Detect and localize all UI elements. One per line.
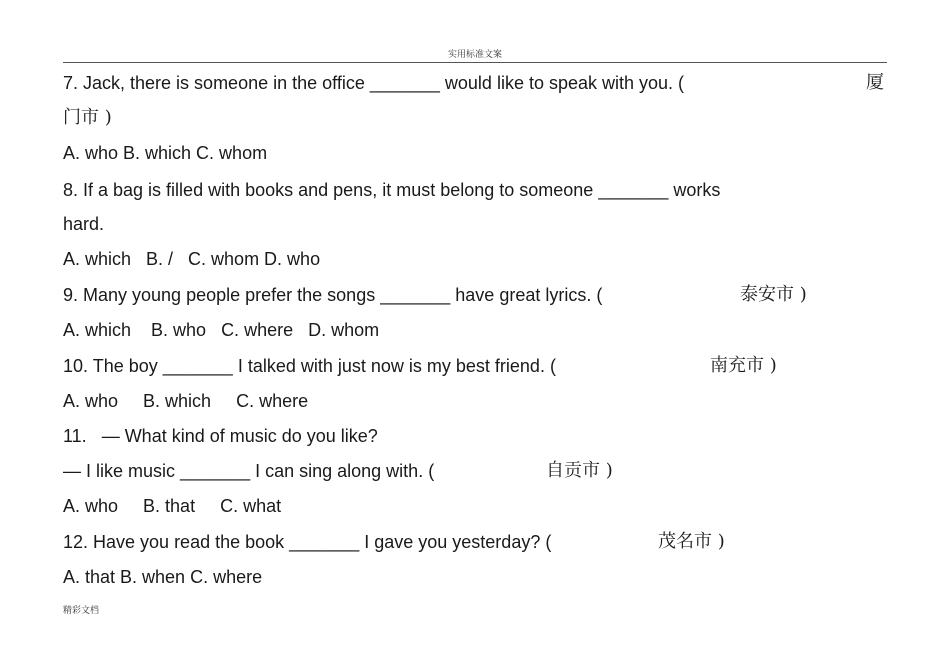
question-8-options: A. which B. / C. whom D. who: [63, 249, 321, 269]
question-11-options: A. who B. that C. what: [63, 496, 282, 516]
question-11-city: 自贡市 ): [546, 460, 613, 481]
question-8-text-continued: hard.: [63, 214, 105, 234]
question-10-options: A. who B. which C. where: [63, 391, 309, 411]
question-12-options: A. that B. when C. where: [63, 567, 263, 587]
question-11-text: 11. — What kind of music do you like?: [63, 426, 378, 446]
header-divider: [63, 62, 887, 63]
page-footer: 精彩文档: [63, 606, 100, 616]
question-7-city-start: 厦: [866, 72, 884, 93]
question-12-city: 茂名市 ): [658, 531, 725, 552]
page-header: 实用标准文案: [447, 50, 502, 60]
question-12-text: 12. Have you read the book _______ I gave you yesterday? (: [63, 532, 552, 552]
question-7-text: 7. Jack, there is someone in the office _______ would like to speak with you. (: [63, 73, 685, 93]
question-9-options: A. which B. who C. where D. whom: [63, 320, 380, 340]
question-9-city: 泰安市 ): [740, 284, 807, 305]
question-11-text-continued: — I like music _______ I can sing along with. (: [63, 461, 435, 481]
question-7-city-rest: 门市 ): [63, 107, 112, 128]
question-8-text: 8. If a bag is filled with books and pens, it must belong to someone _______ works: [63, 180, 721, 200]
question-10-city: 南充市 ): [710, 355, 777, 376]
question-9-text: 9. Many young people prefer the songs _______ have great lyrics. (: [63, 285, 603, 305]
question-10-text: 10. The boy _______ I talked with just now is my best friend. (: [63, 356, 556, 376]
question-7-options: A. who B. which C. whom: [63, 143, 268, 163]
